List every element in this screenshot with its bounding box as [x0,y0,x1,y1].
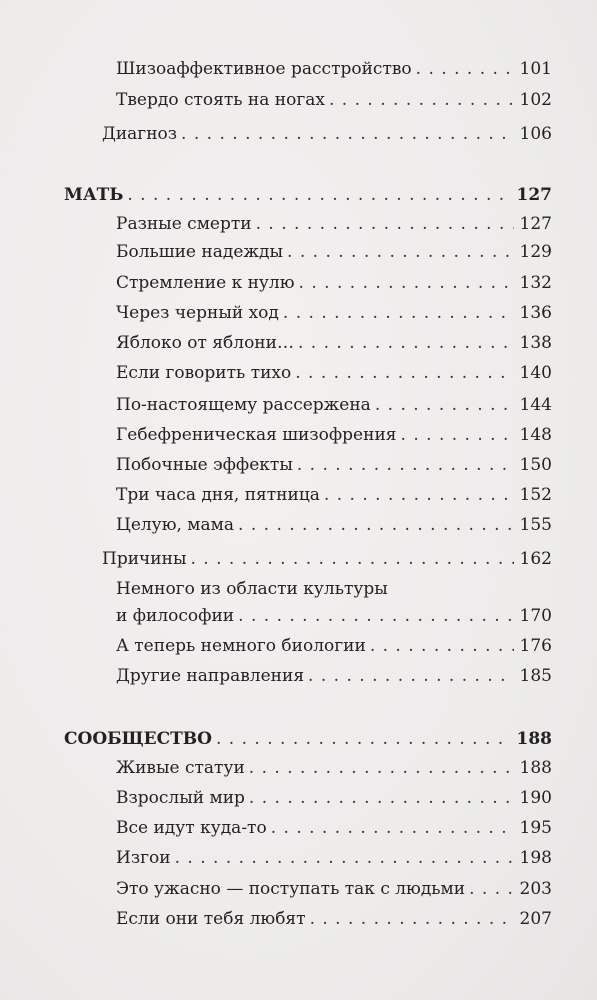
toc-entry-title: Твердо стоять на ногах [116,90,325,110]
toc-entry-page: 176 [519,636,552,656]
toc-entry [116,908,552,930]
toc-entry-title: Взрослый мир [116,788,245,808]
leader-dots [181,123,514,145]
leader-dots [298,332,514,354]
leader-dots [283,302,514,324]
toc-entry-title: Разные смерти [116,214,252,234]
toc-entry [116,665,552,687]
toc-part-community [64,728,552,750]
toc-section-diagnosis [102,123,552,145]
leader-dots [308,665,514,687]
leader-dots [401,424,514,446]
leader-dots [469,878,513,900]
toc-entry [116,817,552,839]
toc-entry-page: 198 [519,848,552,868]
toc-entry-title: Большие надежды [116,242,284,262]
toc-entry [116,89,552,111]
leader-dots [238,514,514,536]
leader-dots [324,484,514,506]
toc-entry-title: Если говорить тихо [116,363,292,383]
leader-dots [238,605,513,627]
toc-entry-title: Целую, мама [116,515,235,535]
toc-entry-title: Шизоаффективное расстройство [116,59,412,79]
leader-dots [299,272,514,294]
leader-dots [175,847,514,869]
leader-dots [329,89,514,111]
toc-entry-page: 185 [519,666,552,686]
toc-entry-page: 148 [519,425,552,445]
toc-entry-page: 150 [519,455,552,475]
toc-entry-title: Живые статуи [116,758,245,778]
toc-entry-title: Изгои [116,848,171,868]
leader-dots [370,635,514,657]
toc-part-title: СООБЩЕСТВО [64,729,212,749]
toc-entry-page: 170 [519,606,552,626]
toc-entry-title: Через черный ход [116,303,279,323]
toc-entry-title: Диагноз [102,124,178,144]
toc-entry-title: Причины [102,549,187,569]
leader-dots [375,394,514,416]
toc-entry-title: А теперь немного биологии [116,636,366,656]
leader-dots [310,908,514,930]
toc-entry-title: Все идут куда-то [116,818,267,838]
toc-entry-title: Яблоко от яблони… [116,333,294,353]
toc-entry [116,847,552,869]
toc-entry [116,362,552,384]
toc-entry-title: Стремление к нулю [116,273,295,293]
toc-entry [116,241,552,263]
toc-entry-page: 144 [519,395,552,415]
leader-dots [297,454,514,476]
toc-entry-page: 188 [519,758,552,778]
toc-entry-page: 152 [519,485,552,505]
toc-entry-page: 127 [519,214,552,234]
toc-entry-title: Другие направления [116,666,305,686]
toc-entry-page: 195 [519,818,552,838]
toc-entry [116,454,552,476]
toc-entry-page: 203 [519,879,552,899]
leader-dots [287,241,514,263]
toc-entry-page: 129 [519,242,552,262]
toc-entry [116,302,552,324]
toc-entry-page: 155 [519,515,552,535]
toc-entry [116,213,552,235]
toc-entry-title: По-настоящему рассержена [116,395,371,415]
leader-dots [271,817,514,839]
toc-entry [116,514,552,536]
toc-entry [116,424,552,446]
toc-entry [116,332,552,354]
leader-dots [295,362,513,384]
toc-part-title: МАТЬ [64,185,124,205]
toc-entry-page: 138 [519,333,552,353]
leader-dots [256,213,514,235]
toc-entry-title: Если они тебя любят [116,909,306,929]
leader-dots [127,184,510,206]
toc-entry [116,394,552,416]
leader-dots [190,548,513,570]
toc-entry-page: 102 [519,90,552,110]
toc-part-page: 127 [516,185,552,205]
toc-entry [116,757,552,779]
toc-entry [116,635,552,657]
toc-entry-page: 132 [519,273,552,293]
toc-entry-page: 106 [519,124,552,144]
toc-entry-page: 101 [519,59,552,79]
toc-entry [116,878,552,900]
toc-entry [116,484,552,506]
toc-entry [116,272,552,294]
toc-entry-page: 136 [519,303,552,323]
toc-entry-title: Гебефреническая шизофрения [116,425,397,445]
toc-section-causes [102,548,552,570]
toc-entry [116,787,552,809]
toc-entry-page: 140 [519,363,552,383]
toc-entry-page: 207 [519,909,552,929]
toc-entry-title: Три часа дня, пятница [116,485,320,505]
toc-entry-title: Это ужасно — поступать так с людьми [116,879,466,899]
toc-part-page: 188 [516,729,552,749]
leader-dots [249,757,514,779]
leader-dots [216,728,511,750]
toc-entry-page: 162 [519,549,552,569]
toc-part-mother [64,184,552,206]
toc-entry [116,58,552,80]
toc-entry-page: 190 [519,788,552,808]
toc-entry-title: Побочные эффекты [116,455,293,475]
toc-entry [116,605,552,627]
toc-entry-title-line1: Немного из области культуры [116,579,388,599]
leader-dots [416,58,514,80]
toc-entry-title-line2: и философии [116,606,235,626]
leader-dots [249,787,514,809]
